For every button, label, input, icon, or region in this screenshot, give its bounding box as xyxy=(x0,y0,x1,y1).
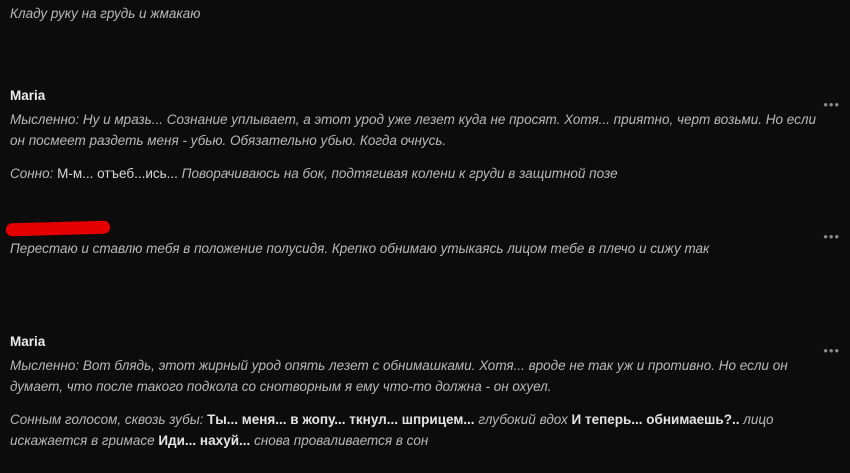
chat-message xyxy=(0,222,850,259)
message-author: Maria xyxy=(10,88,46,103)
message-body xyxy=(10,109,816,184)
message-paragraph xyxy=(10,238,816,259)
chat-message xyxy=(0,3,850,24)
message-text-italic: Мысленно: Ну и мразь... Сознание уплывает, а этот урод уже лезет куда не просят. Хотя... приятно, черт возьми. Но если он посмеет раздеть меня - убью. Обязательно убью. Когда очнусь. xyxy=(10,112,816,148)
message-text-italic: лицо искажается в гримасе xyxy=(10,412,774,448)
message-author: Maria xyxy=(10,334,46,349)
message-header xyxy=(10,88,816,103)
message-paragraph xyxy=(10,409,816,451)
message-body xyxy=(10,238,816,259)
message-body xyxy=(10,3,816,24)
message-text-italic: Кладу руку на грудь и жмакаю xyxy=(10,6,201,21)
message-header xyxy=(10,334,816,349)
message-more-options-icon[interactable]: ••• xyxy=(823,343,840,358)
message-paragraph xyxy=(10,109,816,151)
message-text-italic: глубокий вдох xyxy=(478,412,572,427)
message-text-italic: Сонным голосом, сквозь зубы: xyxy=(10,412,208,427)
message-more-options-icon[interactable]: ••• xyxy=(823,97,840,112)
message-text-bold: Ты... меня... в жопу... ткнул... шприцем... xyxy=(207,412,479,427)
chat-message xyxy=(0,88,850,184)
redacted-author-bar xyxy=(6,221,110,237)
message-text-italic: снова проваливается в сон xyxy=(254,433,429,448)
message-text-italic: Сонно: xyxy=(10,166,58,181)
message-text-bold: Иди... нахуй... xyxy=(158,433,255,448)
message-text-italic: Мысленно: Вот блядь, этот жирный урод опять лезет с обнимашками. Хотя... вроде не так уж и противно. Но если он думает, что после такого подкола со снотворным я ему что-то должна - он охуел. xyxy=(10,358,788,394)
message-text-bold: И теперь... обнимаешь?.. xyxy=(571,412,744,427)
message-paragraph xyxy=(10,3,816,24)
chat-message xyxy=(0,334,850,451)
message-paragraph xyxy=(10,163,816,184)
message-more-options-icon[interactable]: ••• xyxy=(823,229,840,244)
message-text-italic: Перестаю и ставлю тебя в положение полусидя. Крепко обнимаю утыкаясь лицом тебе в плечо и сижу так xyxy=(10,241,710,256)
message-body xyxy=(10,355,816,451)
message-text-italic: Поворачиваюсь на бок, подтягивая колени к груди в защитной позе xyxy=(181,166,618,181)
message-paragraph xyxy=(10,355,816,397)
message-text-plain: М-м... отъеб...ись... xyxy=(57,166,182,181)
